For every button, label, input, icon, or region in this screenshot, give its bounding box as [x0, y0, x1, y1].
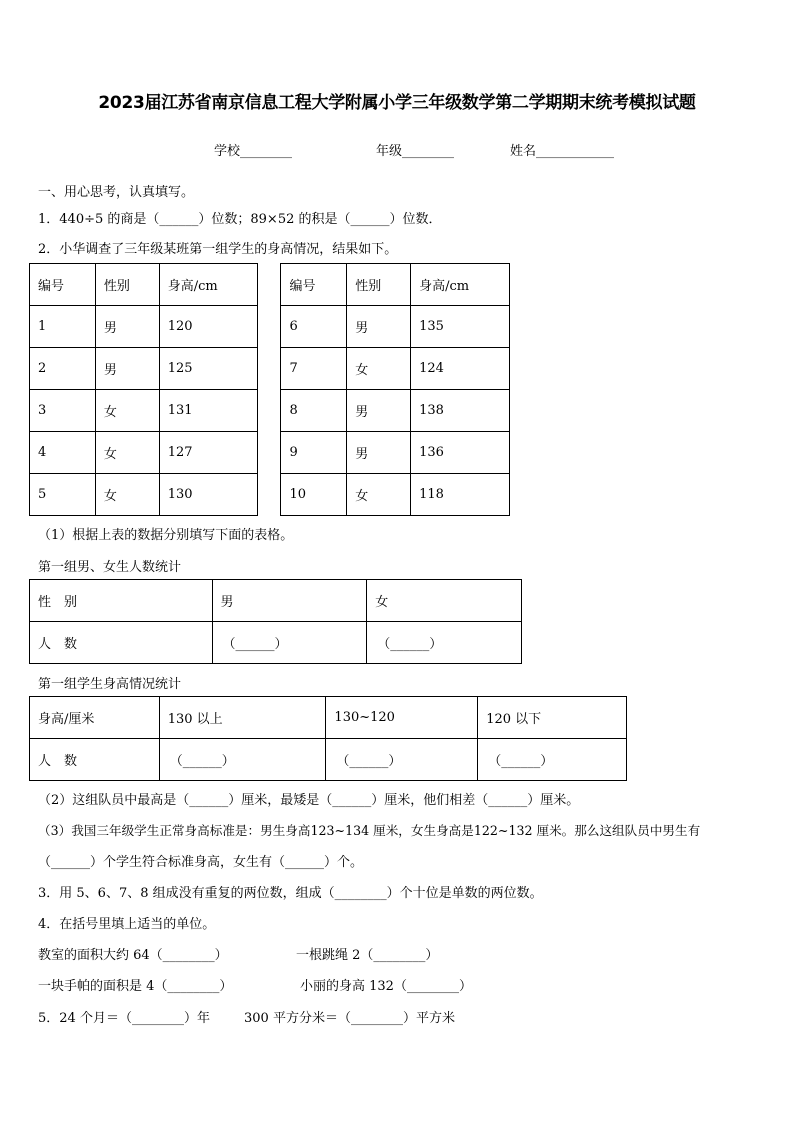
header-cell: 身高/cm: [159, 264, 257, 306]
header-cell: 性别: [95, 264, 159, 306]
header-cell: 编号: [30, 264, 96, 306]
gender-stats-table: [29, 579, 522, 664]
table-cell: 男: [347, 432, 411, 474]
question-4-item: 教室的面积大约 64（________）: [38, 948, 228, 963]
table-row: [30, 580, 522, 622]
question-2: 2．小华调查了三年级某班第一组学生的身高情况，结果如下。: [38, 242, 398, 257]
table-cell: 男: [95, 348, 159, 390]
question-5-item: 300 平方分米＝（________）平方米: [244, 1011, 455, 1026]
table-cell: 131: [159, 390, 257, 432]
table-cell: 女: [347, 474, 411, 516]
table-cell: 女: [367, 580, 522, 622]
table-cell: 男: [347, 306, 411, 348]
table-cell: 2: [30, 348, 96, 390]
header-cell: 身高/cm: [411, 264, 510, 306]
table-cell: 127: [159, 432, 257, 474]
table-cell: 120 以下: [478, 697, 627, 739]
table-cell: 8: [281, 390, 347, 432]
name-field: 姓名____________: [510, 144, 615, 159]
table-gap: [257, 264, 281, 516]
question-4: 4．在括号里填上适当的单位。: [38, 917, 216, 932]
section-heading: 一、用心思考，认真填写。: [38, 185, 195, 200]
gender-stats-caption: 第一组男、女生人数统计: [38, 560, 182, 575]
question-4-item: 一根跳绳 2（________）: [296, 948, 439, 963]
question-1: 1．440÷5 的商是（______）位数；89×52 的积是（______）位数．: [38, 212, 442, 227]
grade-field: 年级________: [376, 144, 455, 159]
header-cell: 编号: [281, 264, 347, 306]
table-cell: 女: [95, 432, 159, 474]
question-4-item: 小丽的身高 132（________）: [300, 979, 472, 994]
table-cell: 124: [411, 348, 510, 390]
table-cell: 3: [30, 390, 96, 432]
table-cell: 人 数: [30, 622, 213, 664]
table-cell: 男: [95, 306, 159, 348]
table-cell: 男: [212, 580, 367, 622]
school-field: 学校________: [214, 144, 293, 159]
table-row: [30, 739, 627, 781]
height-stats-caption: 第一组学生身高情况统计: [38, 677, 182, 692]
table-cell: 125: [159, 348, 257, 390]
table-cell: 130~120: [326, 697, 478, 739]
table-cell: 130 以上: [159, 697, 326, 739]
table-row: [30, 622, 522, 664]
question-3: 3．用 5、6、7、8 组成没有重复的两位数，组成（________）个十位是单数的两位数。: [38, 886, 543, 901]
table-cell: 10: [281, 474, 347, 516]
answer-blank[interactable]: （______）: [478, 739, 627, 781]
table-cell: 135: [411, 306, 510, 348]
answer-blank[interactable]: （______）: [326, 739, 478, 781]
table-cell: 136: [411, 432, 510, 474]
table-header-row: [30, 264, 510, 306]
table-cell: 5: [30, 474, 96, 516]
height-stats-table: [29, 696, 627, 781]
table-cell: 女: [347, 348, 411, 390]
table-cell: 120: [159, 306, 257, 348]
question-2-1: （1）根据上表的数据分别填写下面的表格。: [38, 528, 294, 543]
page-title: 2023届江苏省南京信息工程大学附属小学三年级数学第二学期期末统考模拟试题: [98, 93, 696, 113]
question-2-2: （2）这组队员中最高是（______）厘米，最矮是（______）厘米，他们相差（______）厘米。: [38, 793, 580, 808]
table-cell: 118: [411, 474, 510, 516]
header-cell: 性别: [347, 264, 411, 306]
table-cell: 1: [30, 306, 96, 348]
table-cell: 6: [281, 306, 347, 348]
table-cell: 130: [159, 474, 257, 516]
table-row: [30, 697, 627, 739]
table-cell: 人 数: [30, 739, 160, 781]
table-cell: 男: [347, 390, 411, 432]
height-data-table: [29, 263, 510, 516]
table-cell: 性 别: [30, 580, 213, 622]
table-cell: 9: [281, 432, 347, 474]
answer-blank[interactable]: （______）: [212, 622, 367, 664]
table-cell: 身高/厘米: [30, 697, 160, 739]
table-cell: 4: [30, 432, 96, 474]
table-cell: 7: [281, 348, 347, 390]
answer-blank[interactable]: （______）: [159, 739, 326, 781]
table-cell: 138: [411, 390, 510, 432]
question-5-item: 5．24 个月＝（________）年: [38, 1011, 210, 1026]
question-2-3-line2: （______）个学生符合标准身高，女生有（______）个。: [38, 855, 364, 870]
table-cell: 女: [95, 390, 159, 432]
question-2-3-line1: （3）我国三年级学生正常身高标准是：男生身高123~134 厘米，女生身高是122~132 厘米。那么这组队员中男生有: [38, 823, 701, 838]
table-cell: 女: [95, 474, 159, 516]
answer-blank[interactable]: （______）: [367, 622, 522, 664]
question-4-item: 一块手帕的面积是 4（________）: [38, 979, 233, 994]
